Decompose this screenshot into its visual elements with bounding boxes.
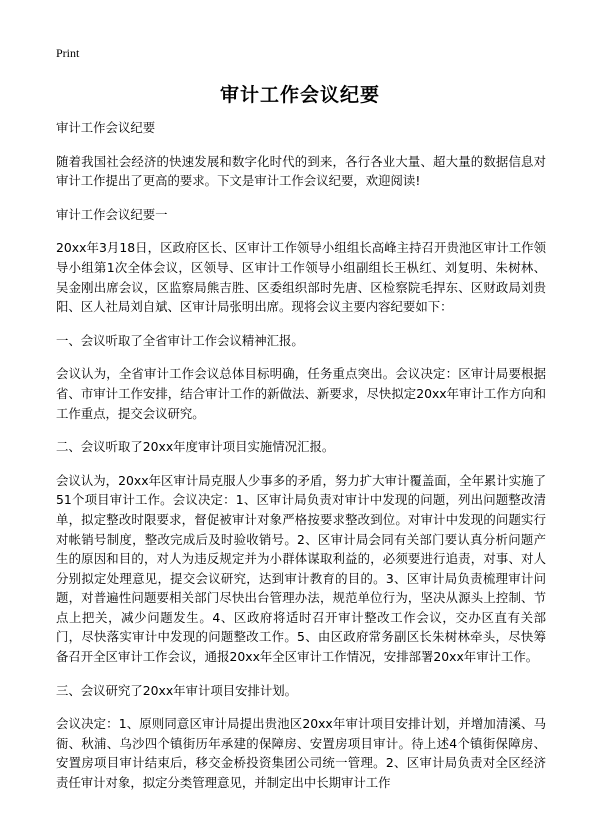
document-title: 审计工作会议纪要 xyxy=(219,84,380,106)
subtitle-paragraph: 审计工作会议纪要 xyxy=(56,120,156,135)
print-link[interactable]: Print xyxy=(56,46,80,60)
document-body xyxy=(56,118,546,807)
item-two-paragraph: 会议认为，20xx年区审计局克服人少事多的矛盾，努力扩大审计覆盖面，全年累计实施了51个项目审计工作。会议决定：1、区审计局负责对审计中发现的问题，列出问题整改清单，拟定整改时限要求，督促被审计对象严格按要求整改到位。对审计中发现的问题实行对帐销号制度，整改完成后及时验收销号。2、区审计局会同有关部门要认真分析问题产生的原因和目的，对人为违反规定并为小群体谋取利益的，必须要进行追责，对事、对人分别拟定处理意见，提交会议研究，达到审计教育的目的。3、区审计局负责梳理审计问题，对普遍性问题要相关部门尽快出台管理办法，规范单位行为，坚决从源头上控制、节点上把关，减少问题发生。4、区政府将适时召开审计整改工作会议，交办区直有关部门，尽快落实审计中发现的问题整改工作。5、由区政府常务副区长朱树林牵头，尽快筹备召开全区审计工作会议，通报20xx年全区审计工作情况，安排部署20xx年审计工作。 xyxy=(56,472,546,665)
item-one-paragraph: 会议认为，全省审计工作会议总体目标明确，任务重点突出。会议决定：区审计局要根据省、市审计工作安排，结合审计工作的新做法、新要求，尽快拟定20xx年审计工作方向和工作重点，提交会议研究。 xyxy=(56,366,546,421)
item-three-heading: 三、会议研究了20xx年审计项目安排计划。 xyxy=(56,682,298,698)
item-three-paragraph: 会议决定：1、原则同意区审计局提出贵池区20xx年审计项目安排计划，并增加清溪、马衙、秋浦、乌沙四个镇街历年承建的保障房、安置房项目审计。待上述4个镇街保障房、安置房项目审计结束后，移交金桥投资集团公司统一管理。2、区审计局负责对全区经济责任审计对象，拟定分类管理意见，并制定出中长期审计工作 xyxy=(56,716,546,791)
intro-paragraph: 随着我国社会经济的快速发展和数字化时代的到来，各行各业大量、超大量的数据信息对审计工作提出了更高的要求。下文是审计工作会议纪要，欢迎阅读! xyxy=(56,153,546,189)
meeting-info-paragraph: 20xx年3月18日，区政府区长、区审计工作领导小组组长高峰主持召开贵池区审计工作领导小组第1次全体会议，区领导、区审计工作领导小组副组长王枞红、刘复明、朱树林、吴金刚出席会议，区监察局熊吉胜、区委组织部时先唐、区检察院毛捍东、区财政局刘贵阳、区人社局刘自斌、区审计局张明出席。现将会议主要内容纪要如下： xyxy=(56,240,546,315)
section-heading: 审计工作会议纪要一 xyxy=(56,206,168,222)
item-one-heading: 一、会议听取了全省审计工作会议精神汇报。 xyxy=(56,332,304,348)
item-two-heading: 二、会议听取了20xx年度审计项目实施情况汇报。 xyxy=(56,439,335,455)
